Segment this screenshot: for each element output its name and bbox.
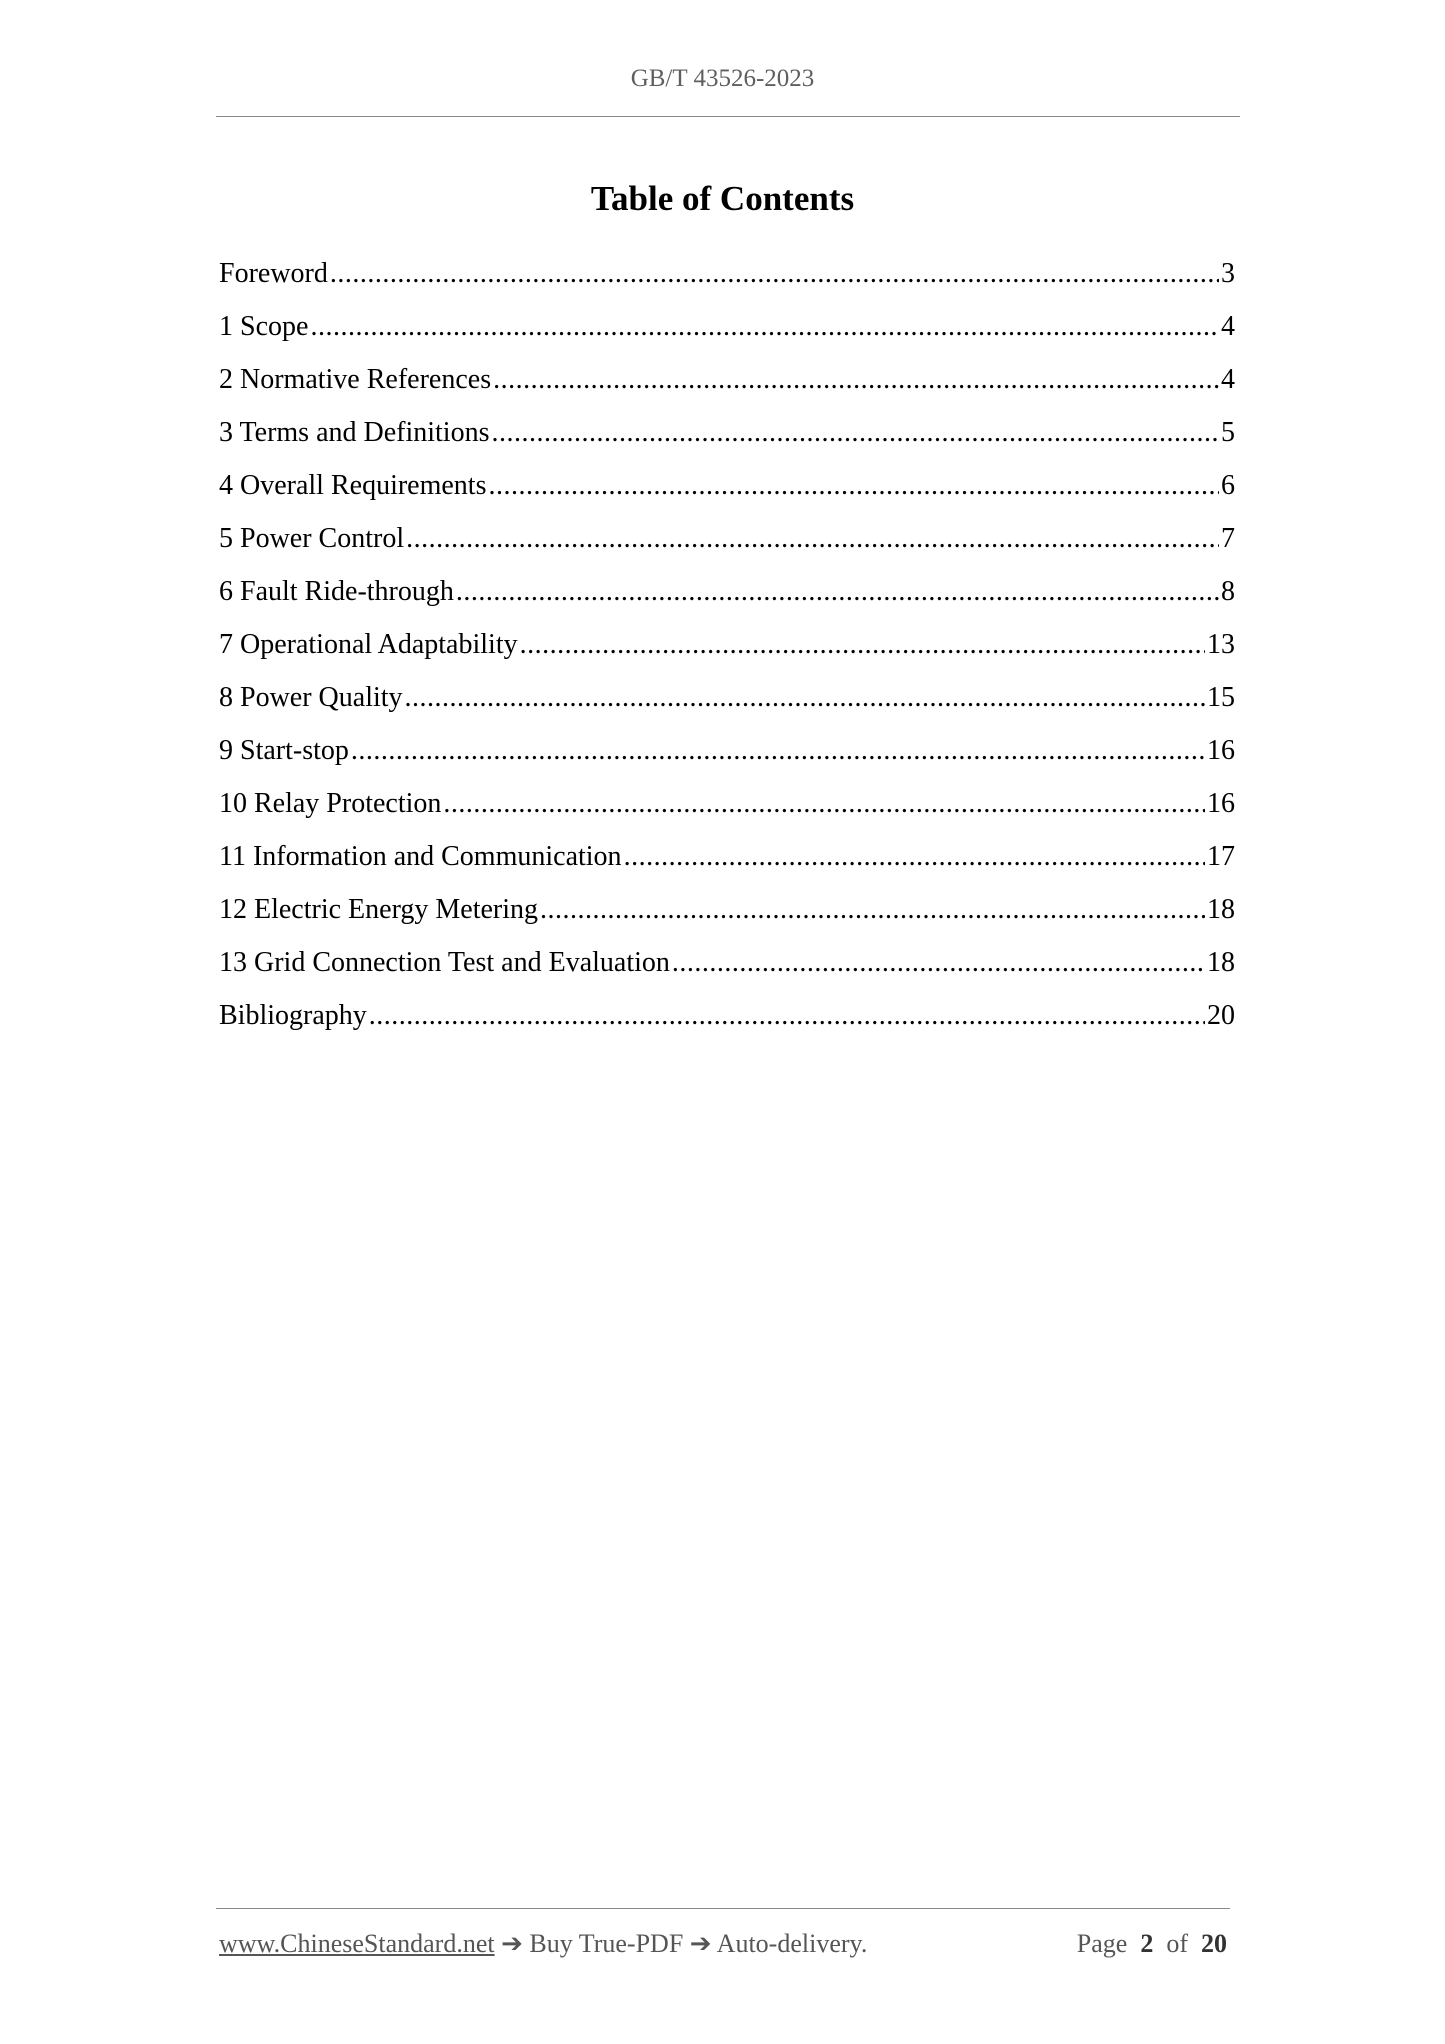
- auto-delivery-text: Auto-delivery.: [716, 1929, 868, 1958]
- toc-entry-terms-definitions[interactable]: [219, 413, 1235, 466]
- toc-entry-page: 5: [1221, 417, 1235, 448]
- toc-entry-electric-energy-metering[interactable]: [219, 890, 1235, 943]
- toc-entry-bibliography[interactable]: [219, 996, 1235, 1049]
- toc-list: [219, 254, 1235, 1049]
- arrow-right-icon: ➔: [501, 1929, 523, 1958]
- toc-entry-label: 4 Overall Requirements: [219, 470, 487, 501]
- toc-dot-leader: [456, 572, 1219, 612]
- toc-entry-label: 6 Fault Ride-through: [219, 576, 454, 607]
- toc-dot-leader: [310, 307, 1219, 347]
- toc-title: Table of Contents: [590, 179, 855, 218]
- toc-entry-grid-connection-test[interactable]: [219, 943, 1235, 996]
- toc-dot-leader: [493, 360, 1219, 400]
- toc-dot-leader: [406, 519, 1219, 559]
- toc-dot-leader: [520, 625, 1205, 665]
- toc-entry-overall-requirements[interactable]: [219, 466, 1235, 519]
- header-divider: [216, 116, 1240, 117]
- toc-entry-label: 11 Information and Communication: [219, 841, 622, 872]
- toc-entry-start-stop[interactable]: [219, 731, 1235, 784]
- toc-dot-leader: [443, 784, 1205, 824]
- toc-entry-label: Bibliography: [219, 1000, 367, 1031]
- toc-entry-page: 8: [1221, 576, 1235, 607]
- toc-entry-information-communication[interactable]: [219, 837, 1235, 890]
- toc-dot-leader: [491, 413, 1219, 453]
- toc-dot-leader: [405, 678, 1205, 718]
- toc-entry-label: 5 Power Control: [219, 523, 405, 554]
- toc-entry-page: 18: [1207, 894, 1235, 925]
- toc-entry-label: 13 Grid Connection Test and Evaluation: [219, 947, 670, 978]
- page-counter: [1077, 1928, 1227, 1960]
- toc-entry-label: 10 Relay Protection: [219, 788, 442, 819]
- toc-dot-leader: [672, 943, 1205, 983]
- current-page-number: 2: [1140, 1929, 1154, 1958]
- toc-entry-label: 7 Operational Adaptability: [219, 629, 518, 660]
- toc-entry-page: 13: [1207, 629, 1235, 660]
- of-label: of: [1166, 1929, 1188, 1958]
- toc-dot-leader: [624, 837, 1205, 877]
- toc-entry-power-control[interactable]: [219, 519, 1235, 572]
- toc-entry-label: Foreword: [219, 258, 328, 289]
- toc-entry-label: 8 Power Quality: [219, 682, 403, 713]
- toc-entry-page: 16: [1207, 788, 1235, 819]
- footer-divider: [216, 1908, 1230, 1909]
- toc-entry-label: 12 Electric Energy Metering: [219, 894, 539, 925]
- toc-entry-page: 17: [1207, 841, 1235, 872]
- toc-dot-leader: [351, 731, 1205, 771]
- toc-entry-relay-protection[interactable]: [219, 784, 1235, 837]
- toc-dot-leader: [540, 890, 1205, 930]
- toc-entry-fault-ride-through[interactable]: [219, 572, 1235, 625]
- toc-entry-page: 20: [1207, 1000, 1235, 1031]
- toc-entry-label: 9 Start-stop: [219, 735, 349, 766]
- toc-entry-foreword[interactable]: [219, 254, 1235, 307]
- toc-entry-power-quality[interactable]: [219, 678, 1235, 731]
- footer-promo: [219, 1928, 867, 1960]
- toc-dot-leader: [330, 254, 1219, 294]
- toc-dot-leader: [369, 996, 1205, 1036]
- page-label: Page: [1076, 1929, 1128, 1958]
- buy-true-pdf-text: Buy True-PDF: [529, 1929, 684, 1958]
- toc-entry-normative-references[interactable]: [219, 360, 1235, 413]
- website-link[interactable]: www.ChineseStandard.net: [219, 1929, 495, 1958]
- toc-entry-page: 4: [1221, 364, 1235, 395]
- toc-entry-scope[interactable]: [219, 307, 1235, 360]
- toc-entry-page: 6: [1221, 470, 1235, 501]
- toc-entry-label: 3 Terms and Definitions: [219, 417, 490, 448]
- document-number-header: GB/T 43526-2023: [630, 65, 815, 92]
- toc-entry-page: 16: [1207, 735, 1235, 766]
- total-pages-number: 20: [1201, 1929, 1227, 1958]
- toc-entry-page: 4: [1221, 311, 1235, 342]
- toc-entry-page: 7: [1221, 523, 1235, 554]
- toc-entry-operational-adaptability[interactable]: [219, 625, 1235, 678]
- toc-entry-page: 15: [1207, 682, 1235, 713]
- arrow-right-icon: ➔: [689, 1929, 712, 1958]
- toc-entry-page: 3: [1221, 258, 1235, 289]
- toc-dot-leader: [488, 466, 1219, 506]
- toc-entry-label: 2 Normative References: [219, 364, 492, 395]
- toc-entry-label: 1 Scope: [219, 311, 309, 342]
- toc-entry-page: 18: [1207, 947, 1235, 978]
